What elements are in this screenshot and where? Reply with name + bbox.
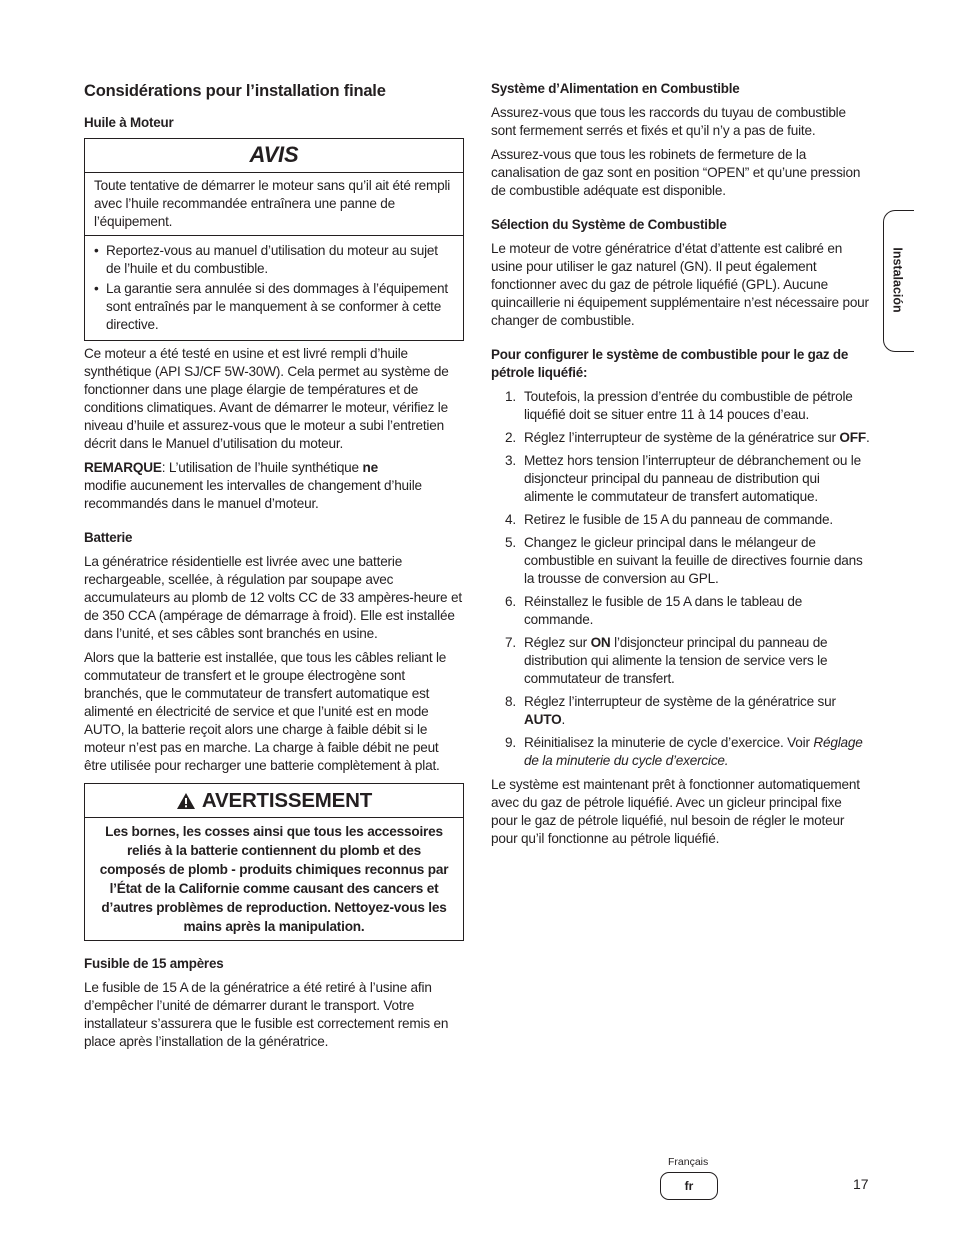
step-number: 6. — [505, 594, 516, 609]
remarque-ne: ne — [362, 460, 378, 475]
step-number: 7. — [505, 635, 516, 650]
batterie-paragraph-1: La génératrice résidentielle est livrée avec une batterie rechargeable, scellée, à régulation par soupape avec accumulateurs au plomb de 12 volts CC de 33 ampères-heure et de 350 CCA (ampérage de démarrage à froid). Elle est installée dans l’unité, et ses câbles sont branchés en usine. — [84, 554, 462, 641]
step-number: 3. — [505, 453, 516, 468]
selection-heading: Sélection du Système de Combustible — [491, 217, 727, 232]
selection-paragraph: Le moteur de votre génératrice d’état d’attente est calibré en usine pour utiliser le gaz naturel (GN). Il peut également fonctionner avec du gaz de pétrole liquéfié (GPL). Aucune quincaillerie ni équipement supplémentaire n’est nécessaire pour changer de combustible. — [491, 241, 869, 328]
alimentation-heading: Système d’Alimentation en Combustible — [491, 81, 740, 96]
step-text: Mettez hors tension l’interrupteur de débranchement ou le disjoncteur principal du panneau de distribution qui alimente le commutateur de transfert automatique. — [524, 453, 861, 504]
step-text: Réglez l’interrupteur de système de la génératrice sur — [524, 694, 836, 709]
step-text-after: . — [866, 430, 870, 445]
alimentation-paragraph-2: Assurez-vous que tous les robinets de fermeture de la canalisation de gaz sont en position “OPEN” et qu’une pression de combustible adéquate est disponible. — [491, 147, 861, 198]
step-text: Réglez l’interrupteur de système de la génératrice sur — [524, 430, 840, 445]
remarque-rest: modifie aucunement les intervalles de changement d’huile recommandés dans le manuel d’moteur. — [84, 478, 422, 511]
batterie-heading: Batterie — [84, 530, 133, 545]
step-text-after: l’disjoncteur principal du panneau de distribution qui alimente la tension de service vers le commutateur de transfert. — [524, 635, 828, 686]
config-steps-list — [491, 388, 871, 770]
step-text: Changez le gicleur principal dans le mélangeur de combustible en suivant la feuille de directives fournie dans la trousse de conversion au GPL. — [524, 535, 863, 586]
huile-paragraph: Ce moteur a été testé en usine et est livré rempli d’huile synthétique (API SJ/CF 5W-30W). Cela permet au système de fonctionner dans une plage élargie de températures et de conditions climatiques. Avant de démarrer le moteur, vérifiez le niveau d’huile et assurez-vous que le moteur a subi l’entretien décrit dans le Manuel d’utilisation du moteur. — [84, 346, 449, 451]
remarque-label: REMARQUE — [84, 460, 162, 475]
step-number: 2. — [505, 430, 516, 445]
step-text: Toutefois, la pression d’entrée du combustible de pétrole liquéfié doit se situer entre 11 à 14 pouces d’eau. — [524, 389, 853, 422]
config-step — [491, 634, 871, 688]
avis-bullets — [85, 235, 463, 340]
batterie-paragraph-2: Alors que la batterie est installée, que tous les câbles reliant le commutateur de transfert et le groupe électrogène sont branchés, que le commutateur de transfert automatique est alimenté en électricité de service et que l’unité est en mode AUTO, la batterie reçoit alors une charge à faible débit si le moteur n’est pas en marche. La charge à faible débit ne peut être utilisée pour recharger une batterie complètement à plat. — [84, 650, 447, 773]
final-paragraph: Le système est maintenant prêt à fonctionner automatiquement avec du gaz de pétrole liquéfié. Avec un gicleur principal fixe pour le gaz de pétrole liquéfié, nul besoin de régler le moteur pour qu’il fonctionne au pétrole liquéfié. — [491, 777, 860, 846]
step-bold: AUTO — [524, 712, 562, 727]
step-number: 4. — [505, 512, 516, 527]
step-italic-reference: Réglage de la minuterie du cycle d’exercice. — [524, 735, 863, 768]
alimentation-paragraph-1: Assurez-vous que tous les raccords du tuyau de combustible sont fermement serrés et fixés et qu’il n’y a pas de fuite. — [491, 105, 846, 138]
step-bold: ON — [590, 635, 611, 650]
avis-box — [84, 138, 464, 341]
config-step — [491, 429, 871, 447]
side-tab-label: Instalación — [891, 247, 906, 313]
config-step — [491, 593, 871, 629]
avertissement-header — [85, 784, 463, 818]
config-step — [491, 511, 871, 529]
avis-intro: Toute tentative de démarrer le moteur sans qu’il ait été rempli avec l’huile recommandée entraînera une panne de l’équipement. — [94, 178, 451, 229]
step-number: 1. — [505, 389, 516, 404]
avertissement-title: AVERTISSEMENT — [201, 789, 373, 812]
avertissement-box — [84, 783, 464, 941]
avis-title: AVIS — [85, 139, 463, 173]
step-text-after: . — [561, 712, 566, 727]
config-step — [491, 734, 871, 770]
config-heading: Pour configurer le système de combustible pour le gaz de pétrole liquéfié: — [491, 347, 849, 380]
warning-triangle-icon — [176, 792, 196, 810]
step-text: Réglez sur — [524, 635, 591, 650]
huile-heading: Huile à Moteur — [84, 115, 174, 130]
avis-bullet: • La garantie sera annulée si des dommages à l’équipement sont entraînés par le manquement à se conformer à cette directive. — [94, 280, 454, 334]
step-number: 5. — [505, 535, 516, 550]
config-step — [491, 534, 871, 588]
config-step — [491, 693, 871, 729]
step-number: 9. — [505, 735, 516, 750]
config-step — [491, 388, 871, 424]
step-text: Réinstallez le fusible de 15 A dans le tableau de commande. — [524, 594, 803, 627]
step-bold: OFF — [839, 430, 867, 445]
config-step — [491, 452, 871, 506]
step-text: Réinitialisez la minuterie de cycle d’exercice. Voir — [524, 735, 814, 750]
footer-lang-code: fr — [660, 1172, 718, 1200]
remarque-mid: : L’utilisation de l’huile synthétique — [161, 460, 363, 475]
avis-bullet: • Reportez-vous au manuel d’utilisation du moteur au sujet de l’huile et du combustible. — [94, 242, 454, 278]
remarque-paragraph — [84, 459, 464, 513]
fusible-paragraph: Le fusible de 15 A de la génératrice a été retiré à l’usine afin d’empêcher l’unité de démarrer durant le transport. Votre installateur s’assurera que le fusible est correctement remis en place après l’installation de la génératrice. — [84, 980, 449, 1049]
left-column — [84, 80, 464, 1057]
footer-language: Français — [668, 1156, 709, 1168]
step-text: Retirez le fusible de 15 A du panneau de commande. — [524, 512, 833, 527]
avertissement-body: Les bornes, les cosses ainsi que tous les accessoires reliés à la batterie contiennent du plomb et des composés de plomb - produits chimiques reconnus par l’État de la Californie comme causant des cancers et d’autres problèmes de reproduction. Nettoyez-vous les mains après la manipulation. — [99, 824, 449, 934]
right-column — [491, 80, 871, 854]
section-title: Considérations pour l’installation finale — [84, 82, 386, 100]
step-number: 8. — [505, 694, 516, 709]
page-number: 17 — [853, 1176, 869, 1192]
fusible-heading: Fusible de 15 ampères — [84, 956, 224, 971]
